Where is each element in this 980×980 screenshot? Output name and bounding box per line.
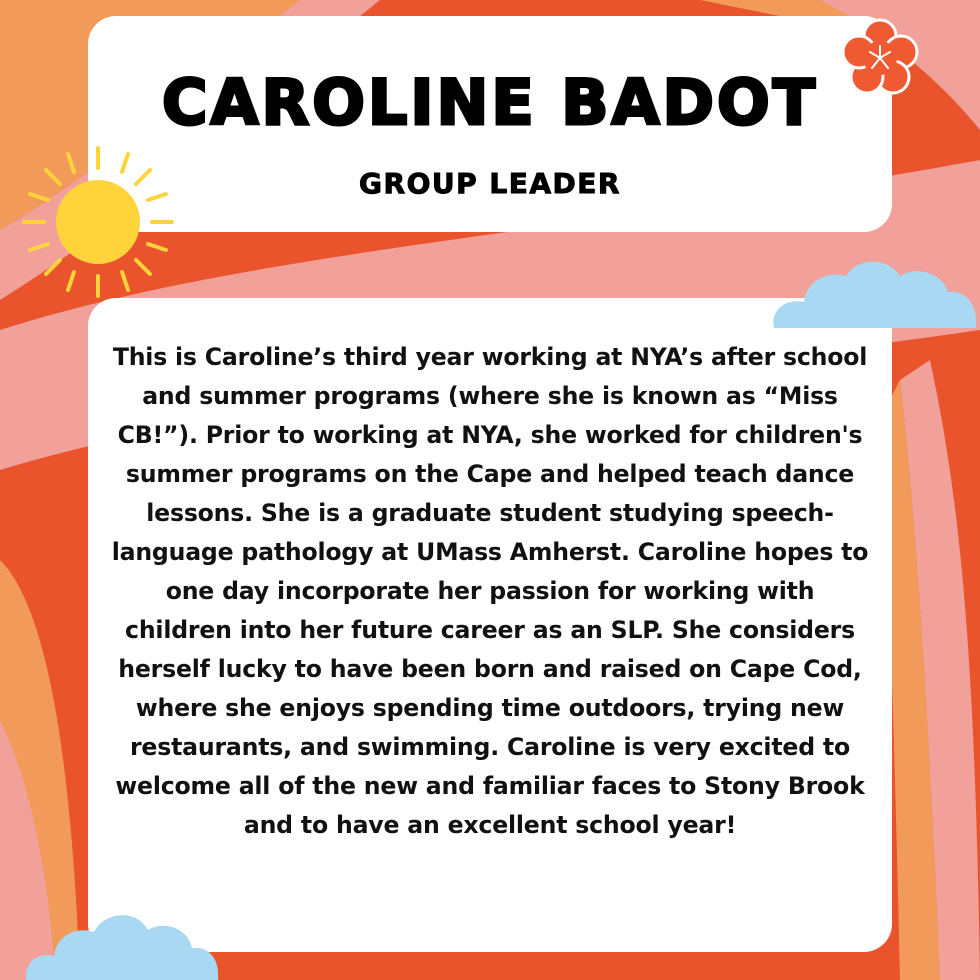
bio-card	[88, 298, 892, 952]
cloud-icon	[20, 904, 220, 980]
flower-icon	[838, 16, 922, 100]
person-name: CAROLINE BADOT	[161, 66, 819, 139]
title-card	[88, 16, 892, 232]
person-role: GROUP LEADER	[359, 167, 621, 200]
cloud-icon	[764, 252, 980, 332]
sun-icon	[18, 142, 178, 302]
bio-text: This is Caroline’s third year working at NYA’s after school and summer programs (where she is known as “Miss CB!”). Prior to working at NYA, she worked for children's summer programs on the Cape and helped teach dance lessons. She is a graduate student studying speech-language pathology at UMass Amherst. Caroline hopes to one day incorporate her passion for working with children into her future career as an SLP. She considers herself lucky to have been born and raised on Cape Cod, where she enjoys spending time outdoors, trying new restaurants, and swimming. Caroline is very excited to welcome all of the new and familiar faces to Stony Brook and to have an excellent school year!	[111, 343, 869, 839]
